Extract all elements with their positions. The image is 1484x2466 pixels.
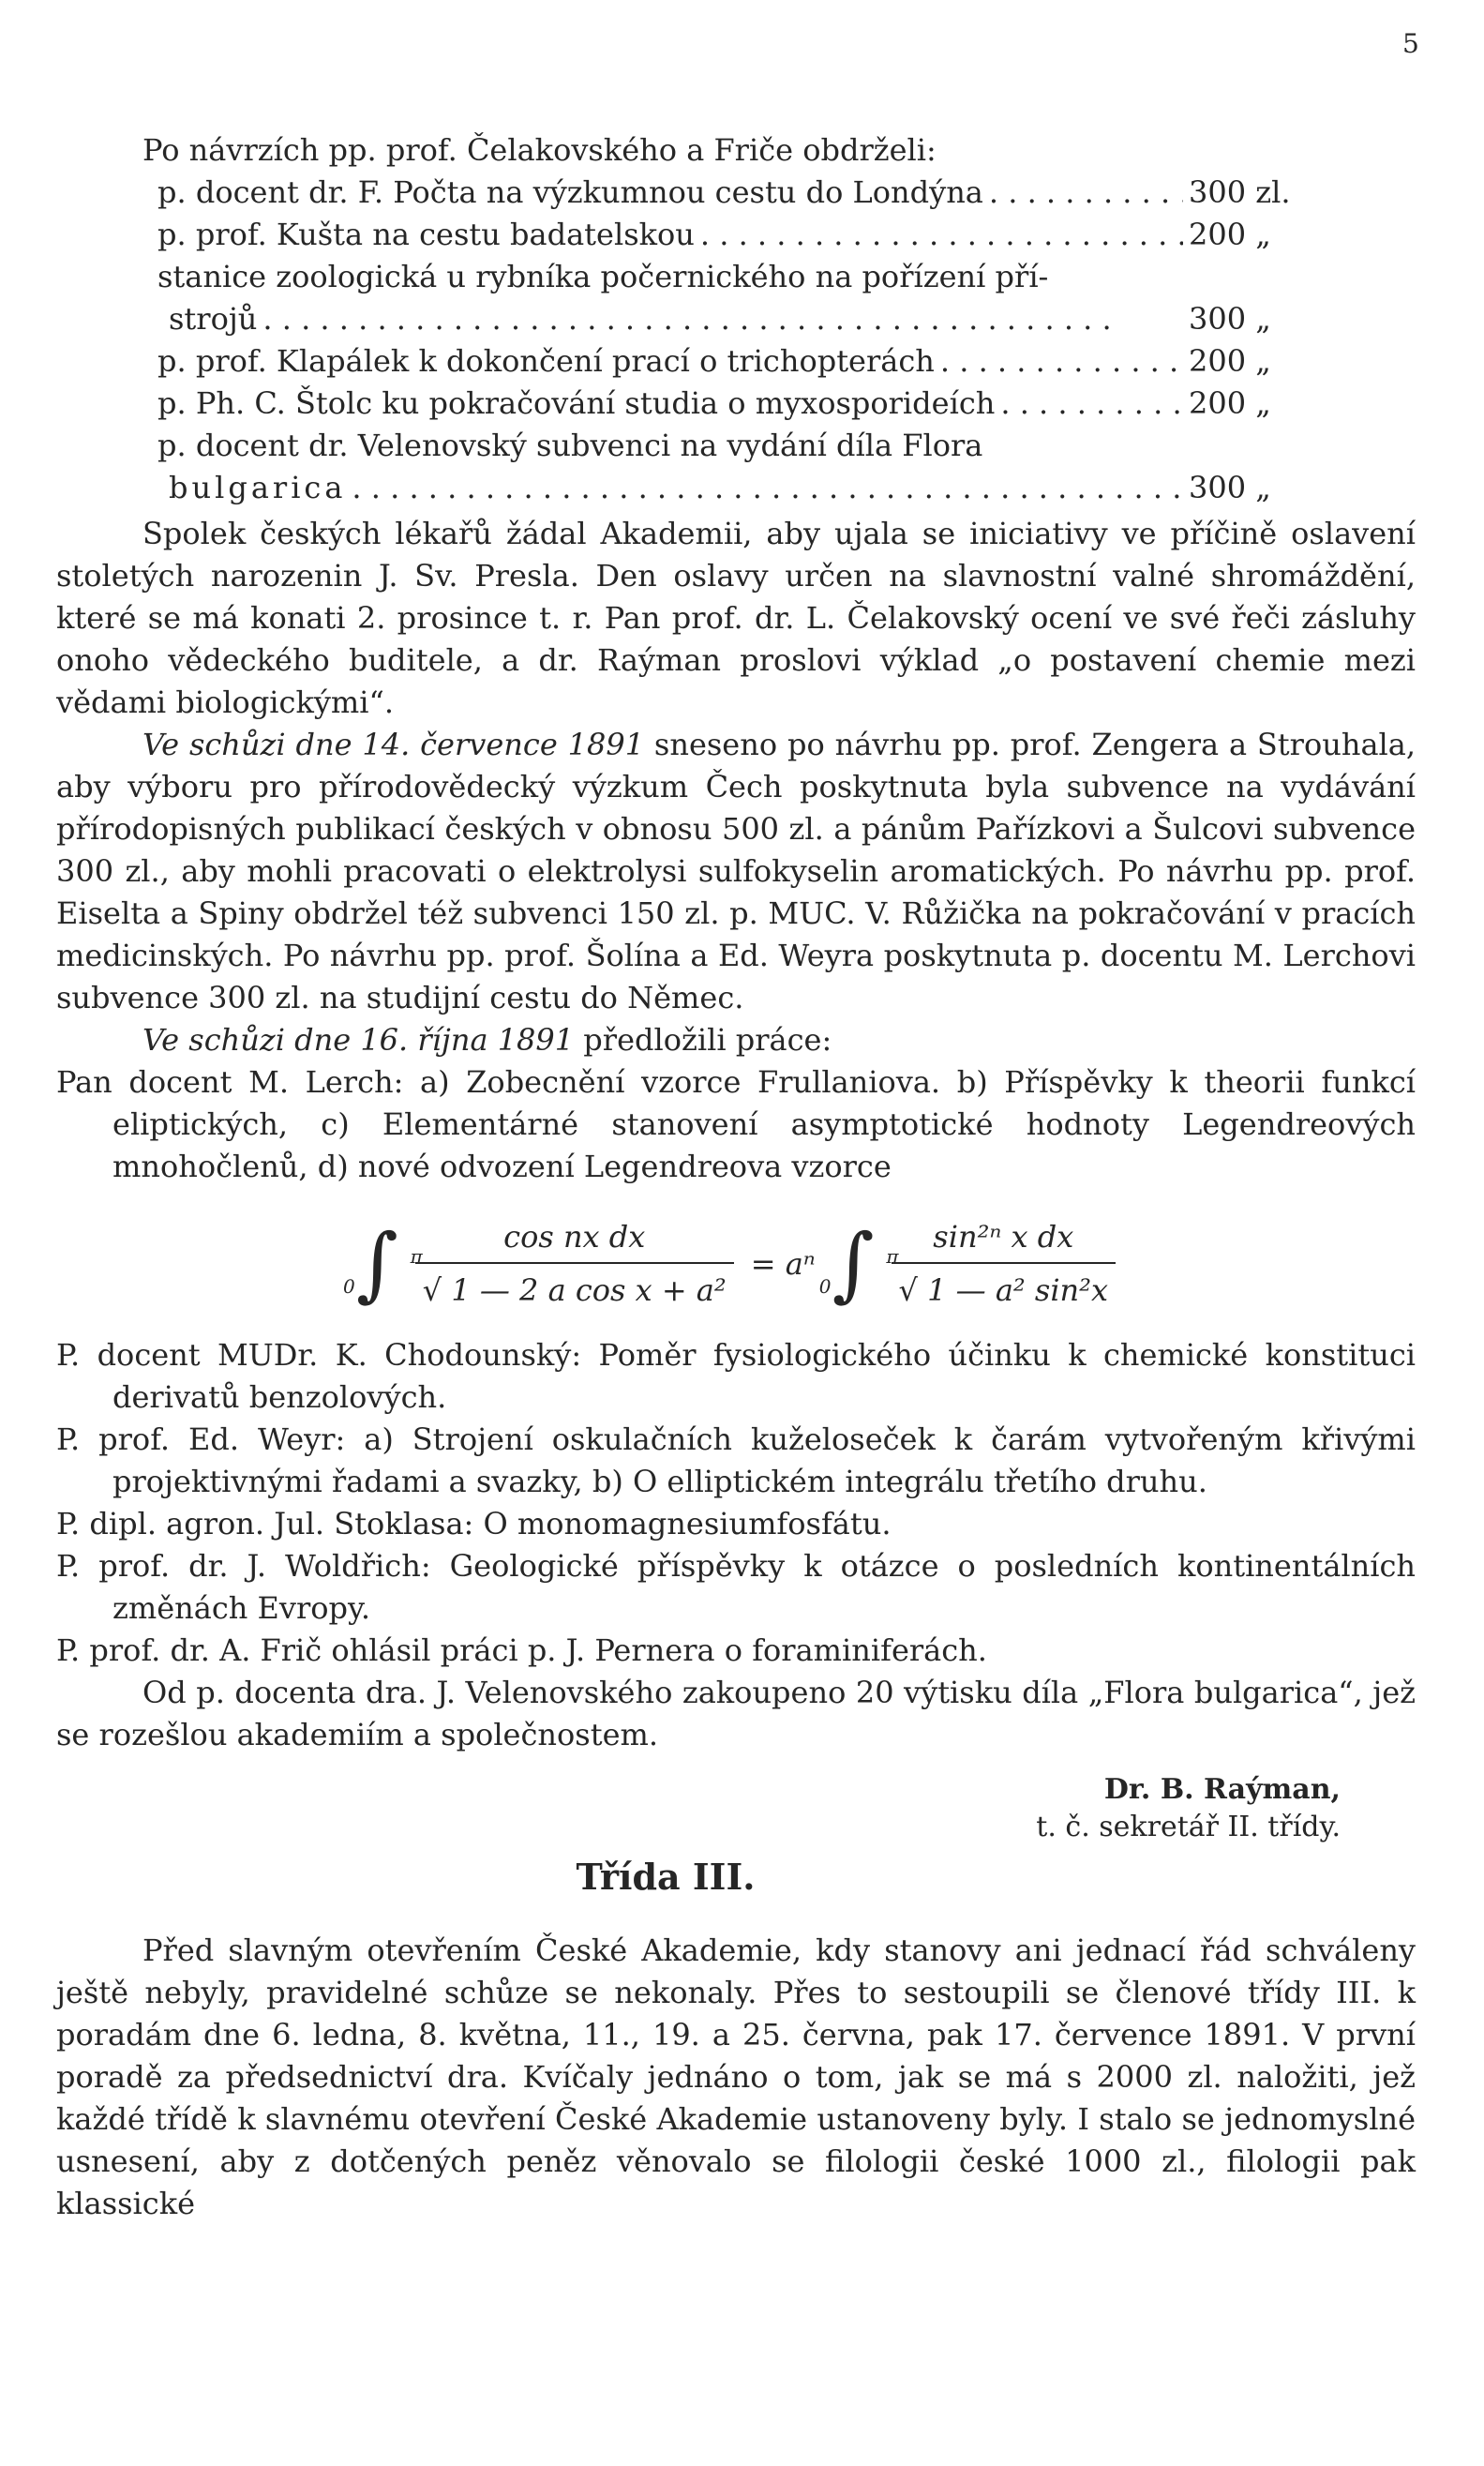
signature-name: Dr. B. Raýman,: [1103, 1773, 1341, 1806]
signature-title: t. č. sekretář II. třídy.: [1036, 1811, 1341, 1843]
page-content: [56, 129, 1416, 2225]
paragraph-october-session: Ve schůzi dne 16. října 1891 předložili práce:: [142, 1022, 832, 1058]
right-fraction: $\frac{\text{sin²ⁿ x dx}}{\text{√ 1 — a² sin²x}}$: [892, 1216, 1116, 1312]
paragraph-july-session: Ve schůzi dne 14. července 1891 sneseno po návrhu pp. prof. Zengera a Strouhala, aby výboru pro přírodovědecký výzkum Čech poskytnuta byla subvence na vydávání přírodopisných publikací českých v obnosu 500 zl. a pánům Pařízkovi a Šulcovi subvence 300 zl., aby mohli pracovati o elektrolysi sulfokyselin aromatických. Po návrhu pp. prof. Eiselta a Spiny obdržel též subvenci 150 zl. p. MUC. V. Růžička na pokračování v pracích medicinských. Po návrhu pp. prof. Šolína a Ed. Weyra poskytnuta p. docentu M. Lerchovi subvence 300 zl. na studijní cestu do Němec.: [56, 727, 1417, 1015]
equals-term: = aⁿ: [750, 1245, 816, 1282]
paragraph-class-three: Před slavným otevřením České Akademie, kdy stanovy ani jednací řád schváleny ještě nebyly, pravidelné schůze se nekonaly. Přes to sestoupili se členové třídy III. k poradám dne 6. ledna, 8. května, 11., 19. a 25. června, pak 17. července 1891. V první poradě za předsednictví dra. Kvíčaly jednáno o tom, jak se má s 2000 zl. naložiti, jež každé třídě k slavnému otevření České Akademie ustanoveny byly. I stalo se jednomyslné usnesení, aby z dotčených peněz věnovalo se filologii české 1000 zl., filologii pak klassické: [56, 1932, 1416, 2221]
session-date: Ve schůzi dne 14. července 1891: [142, 727, 645, 762]
grant-item: p. docent dr. Velenovský subvenci na vydání díla Flora: [157, 428, 983, 463]
paper-item: P. dipl. agron. Jul. Stoklasa: O monomagnesiumfosfátu.: [56, 1506, 892, 1541]
paper-item: P. prof. dr. A. Frič ohlásil práci p. J. Pernera o foraminiferách.: [56, 1632, 987, 1668]
signature-block: [56, 1771, 1416, 1846]
grant-item: p. Ph. C. Štolc ku pokračování studia o myxosporideích . . . 200 „: [157, 383, 1309, 425]
paper-item: P. prof. dr. J. Woldřich: Geologické příspěvky k otázce o posledních kontinentálních změnách Evropy.: [56, 1548, 1416, 1626]
legendre-formula: [56, 1194, 1416, 1334]
grant-item: p. docent dr. F. Počta na výzkumnou cestu do Londýna . . . 300 zl.: [157, 172, 1309, 214]
section-title: Třída III.: [576, 1856, 756, 1898]
paper-item: P. prof. Ed. Weyr: a) Strojení oskulačních kuželoseček k čarám vytvořeným křivými projektivnými řadami a svazky, b) O elliptickém integrálu třetího druhu.: [56, 1421, 1416, 1499]
paper-item: P. docent MUDr. K. Chodounský: Poměr fysiologického účinku k chemické konstituci derivatů benzolových.: [56, 1337, 1416, 1415]
paragraph-copies: Od p. docenta dra. J. Velenovského zakoupeno 20 výtisku díla „Flora bulgarica“, jež se rozešlou akademiím a společnostem.: [56, 1675, 1416, 1752]
grant-list: [157, 172, 1309, 509]
grant-item: strojů . . . 300 „: [157, 298, 1309, 340]
grant-item: p. prof. Klapálek k dokončení prací o trichopterách . . . 200 „: [157, 340, 1309, 383]
integral-sign: ∫ π 0: [342, 1217, 423, 1311]
page-number: 5: [1402, 28, 1419, 59]
paragraph-spolek: Spolek českých lékařů žádal Akademii, aby ujala se iniciativy ve příčině oslavení stoletých narozenin J. Sv. Presla. Den oslavy určen na slavnostní valné shromáždění, které se má konati 2. prosince t. r. Pan prof. dr. L. Čelakovský ocení ve své řeči zásluhy onoho vědeckého buditele, a dr. Raýman proslovi výklad „o postavení chemie mezi vědami biologickými“.: [56, 516, 1416, 720]
grant-item: bulgarica . . . 300 „: [157, 467, 1309, 509]
grants-intro: Po návrzích pp. prof. Čelakovského a Friče obdrželi:: [142, 132, 937, 168]
session-date: Ve schůzi dne 16. října 1891: [142, 1022, 575, 1058]
grant-item: stanice zoologická u rybníka počernického na pořízení pří-: [157, 259, 1049, 294]
integral-sign: ∫ π 0: [818, 1217, 899, 1311]
lerch-papers: Pan docent M. Lerch: a) Zobecnění vzorce Frullaniova. b) Příspěvky k theorii funkcí eliptických, c) Elementárné stanovení asymptotické hodnoty Legendreových mnohočlenů, d) nové odvození Legendreova vzorce: [56, 1064, 1416, 1184]
left-fraction: $\frac{\text{cos nx dx}}{\text{√ 1 — 2 a cos x + a²}}$: [415, 1216, 734, 1312]
grant-item: p. prof. Kušta na cestu badatelskou . . . 200 „: [157, 214, 1309, 256]
